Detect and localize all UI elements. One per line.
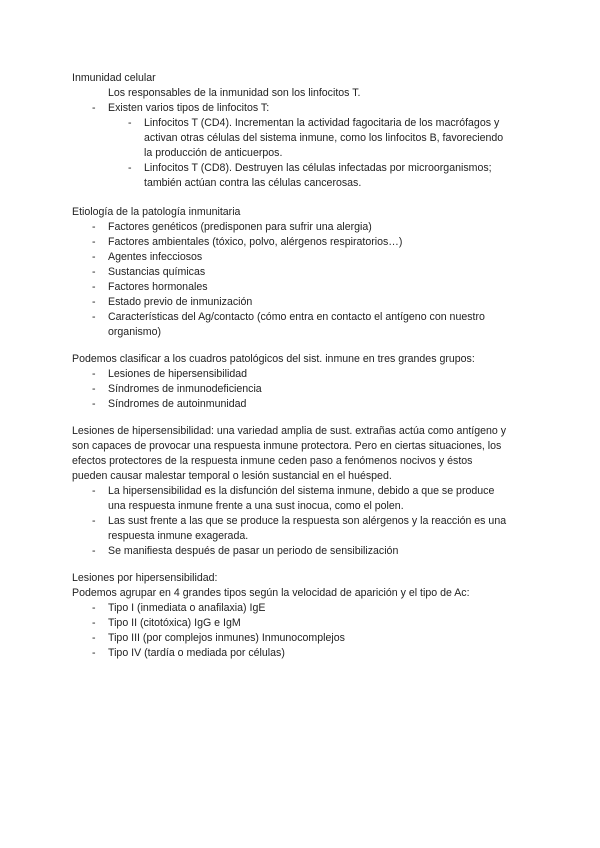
list-item: La hipersensibilidad es la disfunción del sistema inmune, debido a que se produce <box>108 485 495 497</box>
bullet-dash: - <box>92 515 96 527</box>
bullet-dash: - <box>128 117 132 129</box>
list-item: Factores hormonales <box>108 281 208 293</box>
bullet-dash: - <box>92 221 96 233</box>
sub-list-item-line: también actúan contra las células cancerosas. <box>144 177 362 189</box>
paragraph-line: son capaces de provocar una respuesta inmune protectora. Pero en ciertas situaciones, los <box>72 440 502 452</box>
list-item: Se manifiesta después de pasar un periodo de sensibilización <box>108 545 399 557</box>
section-title-inmunidad-celular: Inmunidad celular <box>72 72 156 84</box>
bullet-dash: - <box>92 102 96 114</box>
list-item: Estado previo de inmunización <box>108 296 253 308</box>
bullet-dash: - <box>92 632 96 644</box>
bullet-dash: - <box>92 368 96 380</box>
bullet-dash: - <box>92 383 96 395</box>
list-item: Las sust frente a las que se produce la respuesta son alérgenos y la reacción es una <box>108 515 507 527</box>
sub-list-item-line: activan otras células del sistema inmune, como los linfocitos B, favoreciendo <box>144 132 504 144</box>
intro-text: Los responsables de la inmunidad son los linfocitos T. <box>108 87 361 99</box>
paragraph-line: pueden causar malestar temporal o lesión sustancial en el huésped. <box>72 470 392 482</box>
list-item: Síndromes de inmunodeficiencia <box>108 383 262 395</box>
sub-list-item-line: Linfocitos T (CD8). Destruyen las células infectadas por microorganismos; <box>144 162 492 174</box>
bullet-dash: - <box>92 398 96 410</box>
list-item: Existen varios tipos de linfocitos T: <box>108 102 270 114</box>
bullet-dash: - <box>92 617 96 629</box>
list-item: Lesiones de hipersensibilidad <box>108 368 247 380</box>
list-item-continuation: respuesta inmune exagerada. <box>108 530 249 542</box>
bullet-dash: - <box>92 311 96 323</box>
list-item-continuation: organismo) <box>108 326 161 338</box>
paragraph-line: efectos protectores de la respuesta inmune ceden paso a fenómenos nocivos y éstos <box>72 455 473 467</box>
list-item: Síndromes de autoinmunidad <box>108 398 247 410</box>
list-item: Factores ambientales (tóxico, polvo, alérgenos respiratorios…) <box>108 236 403 248</box>
paragraph-line: Lesiones de hipersensibilidad: una variedad amplia de sust. extrañas actúa como antígeno y <box>72 425 507 437</box>
bullet-dash: - <box>92 602 96 614</box>
section-title-lesiones: Lesiones por hipersensibilidad: <box>72 572 218 584</box>
bullet-dash: - <box>92 545 96 557</box>
sub-list-item-line: Linfocitos T (CD4). Incrementan la actividad fagocitaria de los macrófagos y <box>144 117 500 129</box>
bullet-dash: - <box>92 236 96 248</box>
sub-list-item-line: la producción de anticuerpos. <box>144 147 283 159</box>
list-item: Agentes infecciosos <box>108 251 203 263</box>
bullet-dash: - <box>92 296 96 308</box>
list-item: Sustancias químicas <box>108 266 206 278</box>
bullet-dash: - <box>92 251 96 263</box>
bullet-dash: - <box>128 162 132 174</box>
list-item: Tipo I (inmediata o anafilaxia) IgE <box>108 602 266 614</box>
list-item-continuation: una respuesta inmune frente a una sust inocua, como el polen. <box>108 500 404 512</box>
list-item: Tipo IV (tardía o mediada por células) <box>108 647 285 659</box>
list-item: Características del Ag/contacto (cómo entra en contacto el antígeno con nuestro <box>108 311 485 323</box>
list-item: Tipo III (por complejos inmunes) Inmunocomplejos <box>108 632 345 644</box>
list-item: Tipo II (citotóxica) IgG e IgM <box>108 617 241 629</box>
bullet-dash: - <box>92 266 96 278</box>
section-title-clasificacion: Podemos clasificar a los cuadros patológicos del sist. inmune en tres grandes grupos: <box>72 353 475 365</box>
bullet-dash: - <box>92 281 96 293</box>
bullet-dash: - <box>92 647 96 659</box>
section-title-etiologia: Etiología de la patología inmunitaria <box>72 206 241 218</box>
intro-text: Podemos agrupar en 4 grandes tipos según la velocidad de aparición y el tipo de Ac: <box>72 587 470 599</box>
list-item: Factores genéticos (predisponen para sufrir una alergia) <box>108 221 372 233</box>
bullet-dash: - <box>92 485 96 497</box>
